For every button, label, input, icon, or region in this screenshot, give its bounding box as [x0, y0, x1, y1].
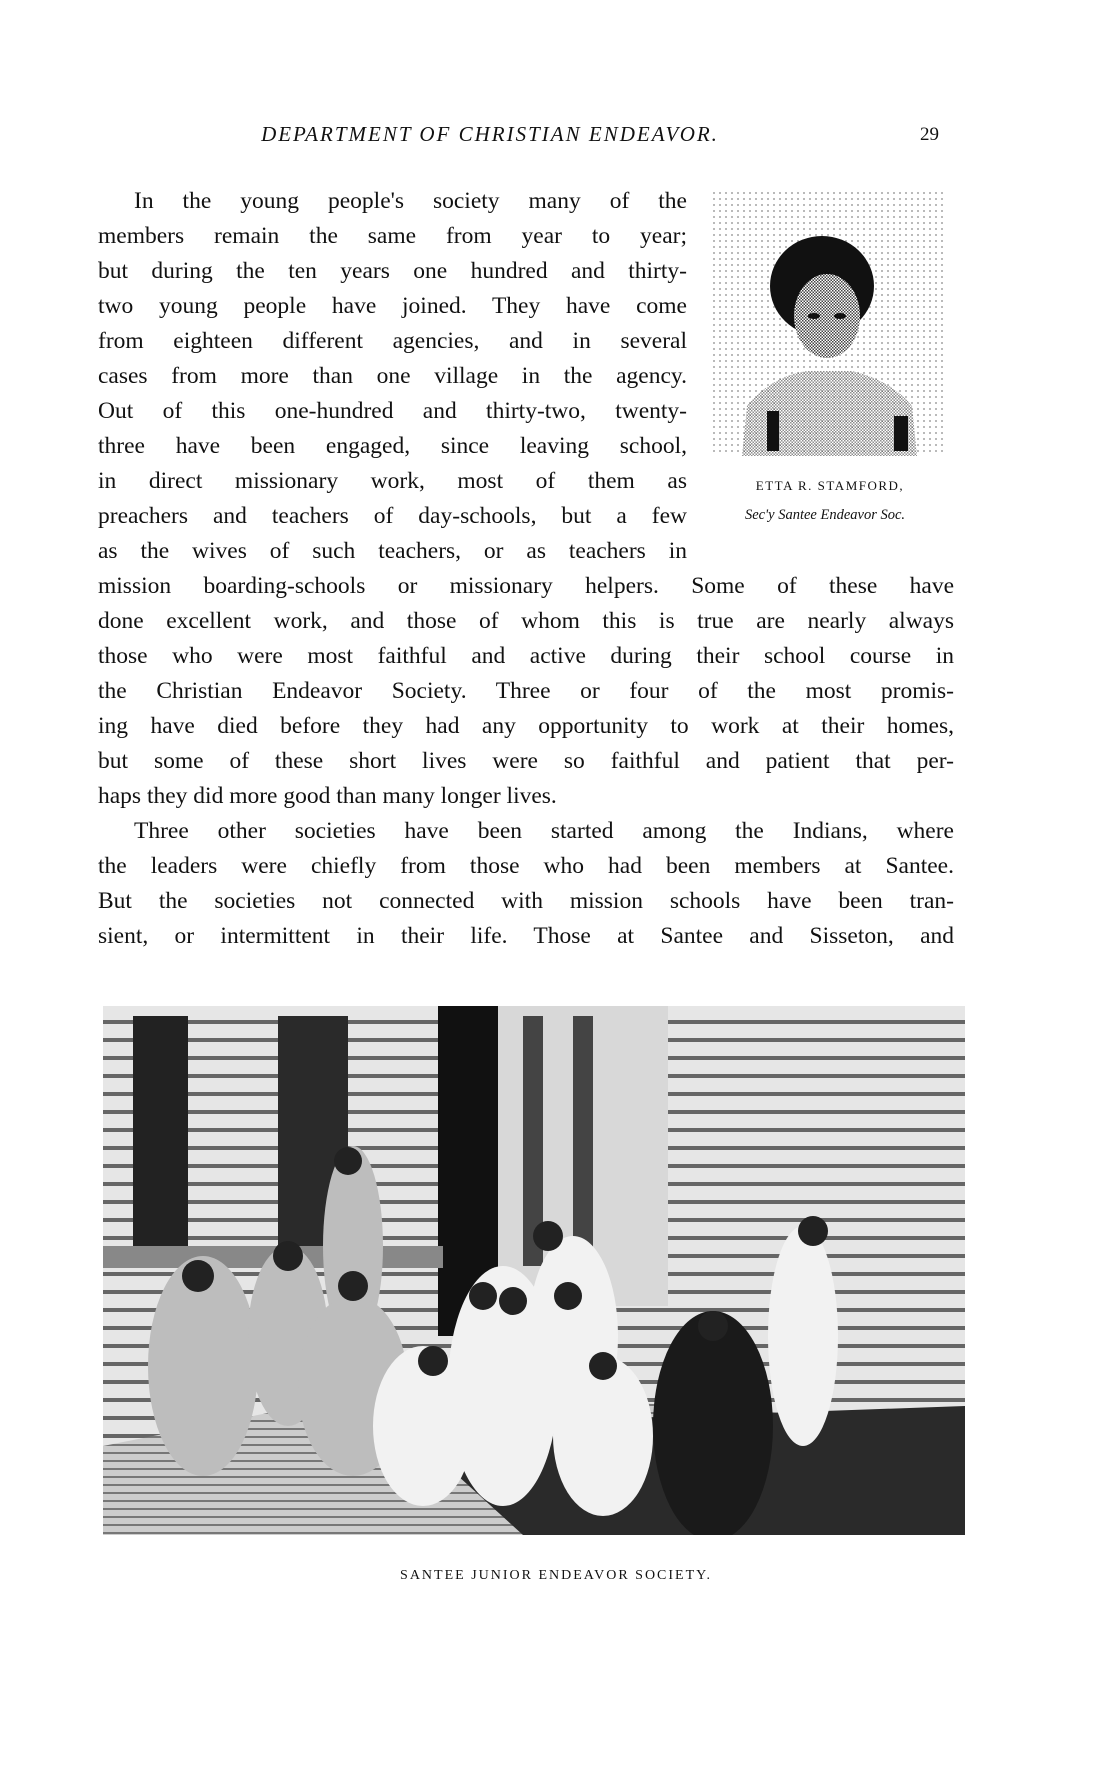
text-line: cases from more than one village in the agency.	[98, 363, 687, 389]
text-line: from eighteen different agencies, and in several	[98, 328, 687, 354]
text-line: as the wives of such teachers, or as teachers in	[98, 538, 687, 564]
text-line: three have been engaged, since leaving school,	[98, 433, 687, 459]
text-line: ing have died before they had any opportunity to work at their homes,	[98, 713, 954, 739]
text-line: members remain the same from year to year;	[98, 223, 687, 249]
text-line: mission boarding-schools or missionary helpers. Some of these have	[98, 573, 954, 599]
text-line: Out of this one-hundred and thirty-two, twenty-	[98, 398, 687, 424]
text-line: the Christian Endeavor Society. Three or four of the most promis-	[98, 678, 954, 704]
text-line: But the societies not connected with mission schools have been tran-	[98, 888, 954, 914]
text-line: two young people have joined. They have come	[98, 293, 687, 319]
text-line: the leaders were chiefly from those who had been members at Santee.	[98, 853, 954, 879]
text-line: done excellent work, and those of whom this is true are nearly always	[98, 608, 954, 634]
text-line: those who were most faithful and active during their school course in	[98, 643, 954, 669]
running-header: DEPARTMENT OF CHRISTIAN ENDEAVOR.	[261, 122, 719, 146]
text-line: in direct missionary work, most of them as	[98, 468, 687, 494]
text-line: Three other societies have been started among the Indians, where	[134, 818, 954, 844]
text-line: but some of these short lives were so faithful and patient that per-	[98, 748, 954, 774]
portrait-photo	[712, 191, 947, 456]
group-photo	[103, 1006, 965, 1535]
text-line: sient, or intermittent in their life. Those at Santee and Sisseton, and	[98, 923, 954, 949]
page-number: 29	[920, 124, 939, 145]
body-text-wide	[98, 569, 954, 954]
portrait-caption-name: ETTA R. STAMFORD,	[755, 478, 905, 493]
text-line: preachers and teachers of day-schools, but a few	[98, 503, 687, 529]
text-line: In the young people's society many of the	[134, 188, 687, 214]
text-line: but during the ten years one hundred and thirty-	[98, 258, 687, 284]
photo-caption: SANTEE JUNIOR ENDEAVOR SOCIETY.	[400, 1568, 712, 1583]
text-line: haps they did more good than many longer lives.	[98, 783, 557, 809]
portrait-caption-title: Sec'y Santee Endeavor Soc.	[744, 507, 906, 523]
body-text-narrow	[98, 184, 687, 569]
